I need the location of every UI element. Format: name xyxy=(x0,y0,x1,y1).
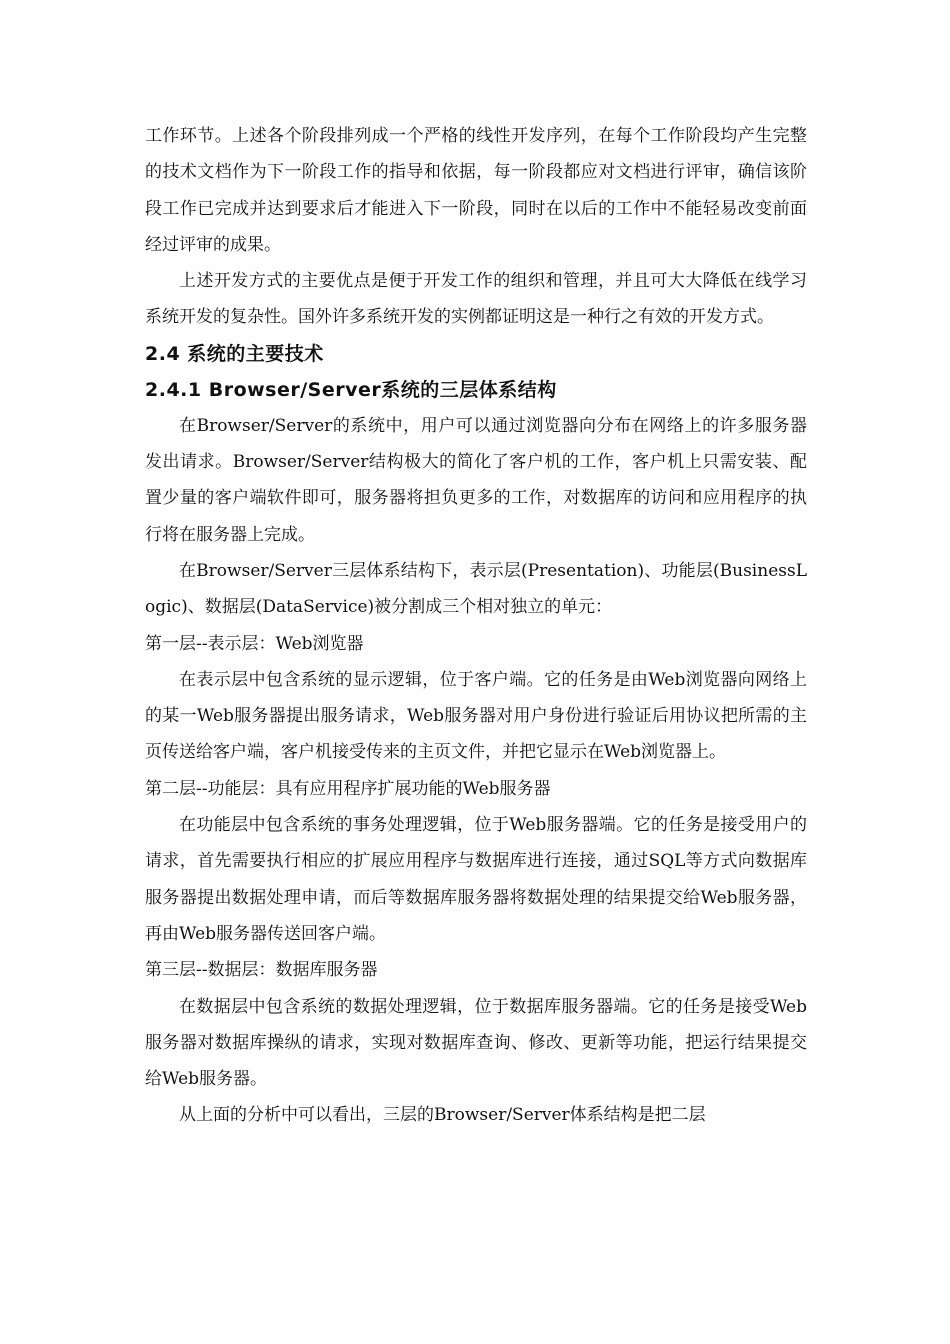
body-paragraph: 工作环节。上述各个阶段排列成一个严格的线性开发序列，在每个工作阶段均产生完整的技术文档作为下一阶段工作的指导和依据，每一阶段都应对文档进行评审，确信该阶段工作已完成并达到要求后才能进入下一阶段，同时在以后的工作中不能轻易改变前面经过评审的成果。 xyxy=(145,126,807,255)
document-body xyxy=(145,118,807,1134)
body-paragraph: 在Browser/Server的系统中，用户可以通过浏览器向分布在网络上的许多服务器发出请求。Browser/Server结构极大的简化了客户机的工作，客户机上只需安装、配置少量的客户端软件即可，服务器将担负更多的工作，对数据库的访问和应用程序的执行将在服务器上完成。 xyxy=(145,415,807,545)
layer-label: 第二层--功能层：具有应用程序扩展功能的Web服务器 xyxy=(145,778,551,799)
body-paragraph: 在Browser/Server三层体系结构下，表示层(Presentation)、功能层(BusinessLogic)、数据层(DataService)被分割成三个相对独立的单元： xyxy=(145,560,807,618)
subsection-heading: 2.4.1 Browser/Server系统的三层体系结构 xyxy=(145,378,557,401)
layer-label: 第三层--数据层：数据库服务器 xyxy=(145,960,378,981)
layer-label: 第一层--表示层：Web浏览器 xyxy=(145,633,364,654)
section-heading: 2.4 系统的主要技术 xyxy=(145,342,324,365)
body-paragraph: 在表示层中包含系统的显示逻辑，位于客户端。它的任务是由Web浏览器向网络上的某一Web服务器提出服务请求，Web服务器对用户身份进行验证后用协议把所需的主页传送给客户端，客户机接受传来的主页文件，并把它显示在Web浏览器上。 xyxy=(145,669,807,763)
body-paragraph: 在功能层中包含系统的事务处理逻辑，位于Web服务器端。它的任务是接受用户的请求，首先需要执行相应的扩展应用程序与数据库进行连接，通过SQL等方式向数据库服务器提出数据处理申请，而后等数据库服务器将数据处理的结果提交给Web服务器，再由Web服务器传送回客户端。 xyxy=(145,815,807,944)
body-paragraph: 上述开发方式的主要优点是便于开发工作的组织和管理，并且可大大降低在线学习系统开发的复杂性。国外许多系统开发的实例都证明这是一种行之有效的开发方式。 xyxy=(145,271,807,328)
body-paragraph: 在数据层中包含系统的数据处理逻辑，位于数据库服务器端。它的任务是接受Web服务器对数据库操纵的请求，实现对数据库查询、修改、更新等功能，把运行结果提交给Web服务器。 xyxy=(145,996,807,1090)
body-paragraph: 从上面的分析中可以看出，三层的Browser/Server体系结构是把二层 xyxy=(179,1105,706,1126)
